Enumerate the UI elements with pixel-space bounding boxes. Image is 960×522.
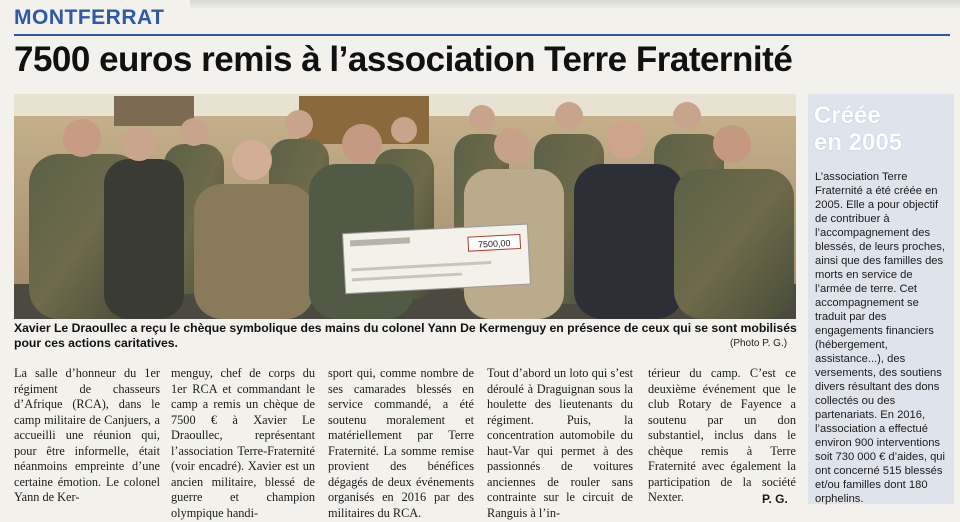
sidebar-body: L’association Terre Fraternité a été créée en 2005. Elle a pour objectif de contribuer à l’accompagnement des blessés, de leurs proches, ainsi que des familles des morts en service de l’armée de terre. Cet accompagnement se traduit par des engagements financiers (hébergement, assistance...), des versements, des soutiens divers résultant des dons collectés ou des partenariats. En 2016, l’association a effectué environ 900 interventions soit 730 000 € d’aides, qui ont concerné 515 blessés et/ou familles dont 180 orphelins.: [815, 171, 945, 505]
headline: 7500 euros remis à l’association Terre Fraternité: [14, 40, 793, 79]
group-photo-illustration: [14, 94, 796, 319]
sidebar-title: Créée en 2005: [814, 102, 903, 156]
sidebar-box: [808, 94, 954, 504]
cheque-amount: 7500,00: [477, 237, 511, 250]
article-column-5: térieur du camp. C’est ce deuxième événement que le club Rotary de Fayence a soutenu par un don substantiel, inclus dans le chèque remis à Terre Fraternité avec également la participation de la société Nexter.: [648, 366, 796, 504]
group-photo: [14, 94, 796, 319]
article-column-4: Tout d’abord un loto qui s’est déroulé à Draguignan sous la houlette des lieutenants du régiment. Puis, la concentration automobile du haut-Var qui permet à des passionnés de voitures anciennes de rouler sans contrainte sur le circuit de Ranguis à l’in-: [487, 366, 633, 520]
article-column-2: menguy, chef de corps du 1er RCA et commandant le camp a remis un chèque de 7500 € à Xavier Le Draoullec, représentant l’association Terre-Fraternité (voir encadré). Xavier est un ancien militaire, blessé de guerre et champion olympique handi-: [171, 366, 315, 520]
photo-credit: (Photo P. G.): [730, 338, 788, 349]
section-label: MONTFERRAT: [14, 6, 165, 29]
section-rule: [14, 34, 950, 36]
previous-article-fragment: [190, 0, 960, 8]
article-column-3: sport qui, comme nombre de ses camarades blessés en service commandé, a été soutenu moralement et matériellement par Terre Fraternité. La somme remise provient des bénéfices dégagés de deux événements organisés en 2016 par des militaires du RCA.: [328, 366, 474, 520]
photo-caption: Xavier Le Draoullec a reçu le chèque symbolique des mains du colonel Yann De Kermenguy en présence de ceux qui se sont mobilisés pour ces actions caritatives.: [14, 321, 797, 350]
article-column-1: La salle d’honneur du 1er régiment de chasseurs d’Afrique (RCA), dans le camp militaire de Canjuers, a accueilli une réunion qui, pour être informelle, était néanmoins empreinte d’une certaine émotion. Le colonel Yann de Ker-: [14, 366, 160, 504]
article-signature: P. G.: [762, 492, 788, 506]
